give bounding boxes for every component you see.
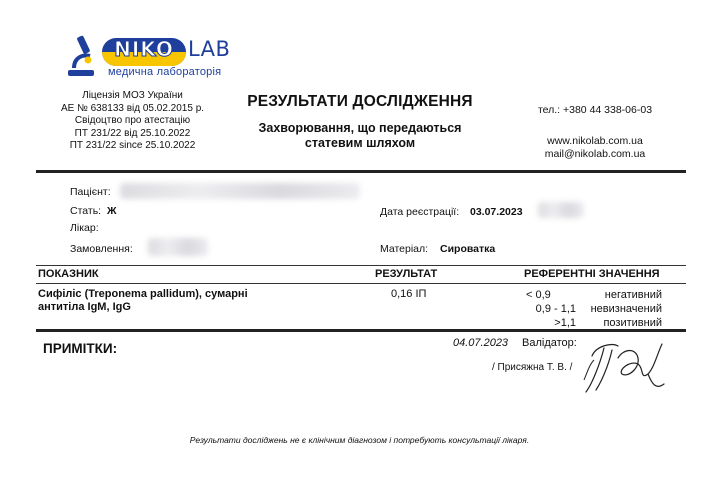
indicator-name-line-1: Сифіліс (Treponema pallidum), сумарні	[38, 288, 248, 300]
logo-brand-lab: LAB	[188, 37, 231, 61]
material-value: Сироватка	[440, 243, 496, 255]
order-label: Замовлення:	[70, 243, 133, 255]
header-divider	[36, 170, 686, 173]
license-line: Ліцензія МОЗ України	[82, 90, 183, 101]
ref-meaning: невизначений	[590, 303, 662, 315]
table-row	[38, 288, 248, 314]
phone-number: тел.: +380 44 338-06-03	[537, 104, 653, 116]
reg-date-label: Дата реєстрації:	[380, 206, 460, 218]
contacts-block	[520, 135, 670, 161]
validation-date: 04.07.2023	[453, 337, 509, 349]
document-subtitle	[225, 121, 495, 151]
ref-range: < 0,9	[526, 289, 551, 301]
notes-title: ПРИМІТКИ:	[43, 341, 118, 356]
col-indicator-header: ПОКАЗНИК	[38, 268, 99, 280]
table-header-rule	[36, 283, 686, 284]
order-number-redacted	[148, 238, 208, 256]
reg-time-redacted	[538, 202, 584, 218]
microscope-icon	[68, 35, 94, 76]
sex-value: Ж	[107, 205, 117, 217]
ref-meaning: позитивний	[603, 317, 662, 329]
ref-meaning: негативний	[604, 289, 662, 301]
doctor-label: Лікар:	[70, 222, 99, 234]
subtitle-line-2: статевим шляхом	[304, 136, 416, 150]
footer-disclaimer: Результати досліджень не є клінічним діагнозом і потребують консультації лікаря.	[189, 435, 530, 445]
reference-meanings	[584, 288, 662, 330]
ref-range: >1,1	[554, 317, 576, 329]
patient-name-redacted	[120, 183, 360, 199]
table-top-rule	[36, 265, 686, 266]
validator-label: Валідатор:	[522, 337, 577, 349]
reg-date-value: 03.07.2023	[470, 206, 523, 218]
indicator-name-line-2: антитіла IgM, IgG	[38, 301, 131, 313]
logo-brand-niko: NIKO	[114, 37, 174, 61]
license-line: ПТ 231/22 від 25.10.2022	[74, 127, 191, 139]
logo-subtitle: медична лабораторія	[108, 66, 222, 78]
reference-ranges	[520, 288, 576, 330]
subtitle-line-1: Захворювання, що передаються	[258, 121, 462, 135]
col-reference-header: РЕФЕРЕНТНІ ЗНАЧЕННЯ	[524, 268, 660, 280]
signature-icon	[578, 334, 670, 398]
table-bottom-rule	[36, 329, 686, 332]
validator-name: / Присяжна Т. В. /	[492, 362, 573, 373]
website-link[interactable]: www.nikolab.com.ua	[547, 135, 643, 147]
col-result-header: РЕЗУЛЬТАТ	[375, 268, 438, 280]
license-line: Свідоцтво про атестацію	[74, 115, 191, 127]
license-block	[40, 90, 225, 153]
email-link[interactable]: mail@nikolab.com.ua	[544, 148, 646, 160]
result-value: 0,16 ІП	[391, 288, 427, 300]
patient-label: Пацієнт:	[70, 186, 111, 198]
sex-label: Стать: Ж	[70, 205, 117, 217]
material-label: Матеріал:	[380, 243, 429, 255]
document-title: РЕЗУЛЬТАТИ ДОСЛІДЖЕННЯ	[247, 93, 473, 110]
license-line: АЕ № 638133 від 05.02.2015 р.	[60, 102, 205, 114]
license-line: ПТ 231/22 since 25.10.2022	[69, 140, 196, 152]
ref-range: 0,9 - 1,1	[535, 303, 576, 315]
